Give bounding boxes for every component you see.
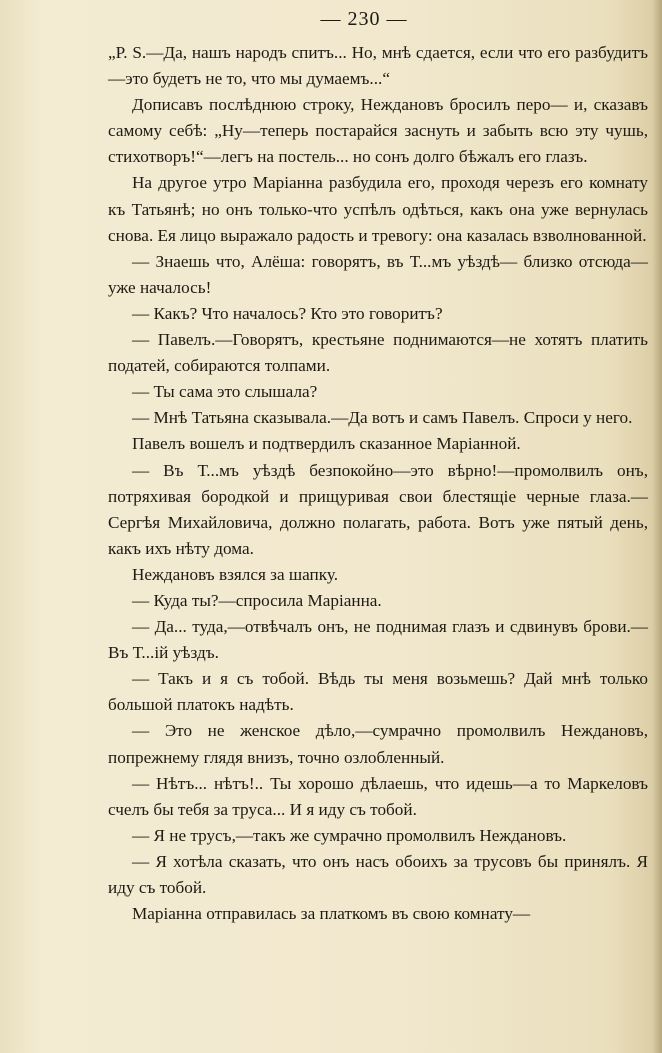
- paragraph: — Такъ и я съ тобой. Вѣдь ты меня возьмешь? Дай мнѣ только большой платокъ надѣть.: [108, 669, 648, 715]
- paragraph: — Я хотѣла сказать, что онъ насъ обоихъ за трусовъ бы принялъ. Я иду съ тобой.: [108, 851, 648, 897]
- page-edge-shadow: [652, 0, 662, 1053]
- paragraph: На другое утро Маріанна разбудила его, проходя черезъ его комнату къ Татьянѣ; но онъ только-что успѣлъ одѣться, какъ она уже вернулась снова. Ея лицо выражало радость и тревогу: она казалась взволнованной.: [108, 173, 648, 245]
- paragraph: — Нѣтъ... нѣтъ!.. Ты хорошо дѣлаешь, что идешь—а то Маркеловъ счелъ бы тебя за труса... И я иду съ тобой.: [108, 773, 648, 819]
- paragraph: Павелъ вошелъ и подтвердилъ сказанное Маріанной.: [132, 434, 521, 454]
- paragraph: — Куда ты?—спросила Маріанна.: [132, 590, 382, 610]
- paragraph: — Да... туда,—отвѣчалъ онъ, не поднимая глазъ и сдвинувъ брови.—Въ Т...ій уѣздъ.: [108, 617, 648, 663]
- paragraph: — Знаешь что, Алёша: говорятъ, въ Т...мъ уѣздѣ— близко отсюда—уже началось!: [108, 251, 648, 297]
- paragraph: Неждановъ взялся за шапку.: [132, 564, 338, 584]
- paragraph: — Я не трусъ,—такъ же сумрачно промолвилъ Неждановъ.: [132, 825, 567, 845]
- paragraph: Дописавъ послѣднюю строку, Неждановъ бросилъ перо— и, сказавъ самому себѣ: „Ну—теперь постарайся заснуть и забыть всю эту чушь, стихотворъ!“—легъ на постель... но сонъ долго бѣжалъ его глазъ.: [108, 95, 648, 167]
- paragraph: — Павелъ.—Говорятъ, крестьяне поднимаются—не хотятъ платить податей, собираются толпами.: [108, 330, 648, 376]
- paragraph: — Какъ? Что началось? Кто это говоритъ?: [132, 303, 443, 323]
- paragraph: — Мнѣ Татьяна сказывала.—Да вотъ и самъ Павелъ. Спроси у него.: [132, 408, 633, 428]
- text-block: [108, 40, 648, 927]
- paragraph: Маріанна отправилась за платкомъ въ свою комнату—: [132, 904, 531, 924]
- paragraph: — Ты сама это слышала?: [132, 382, 318, 402]
- paragraph: — Въ Т...мъ уѣздѣ безпокойно—это вѣрно!—промолвилъ онъ, потряхивая бородкой и прищуривая свои блестящіе черные глаза.—Сергѣя Михайловича, должно полагать, работа. Вотъ уже пятый день, какъ ихъ нѣту дома.: [108, 460, 648, 558]
- paragraph: „P. S.—Да, нашъ народъ спитъ... Но, мнѣ сдается, если что его разбудитъ—это будетъ не то, что мы думаемъ...“: [108, 43, 648, 89]
- page-number: — 230 —: [320, 8, 408, 30]
- paragraph: — Это не женское дѣло,—сумрачно промолвилъ Неждановъ, попрежнему глядя внизъ, точно озлобленный.: [108, 721, 648, 767]
